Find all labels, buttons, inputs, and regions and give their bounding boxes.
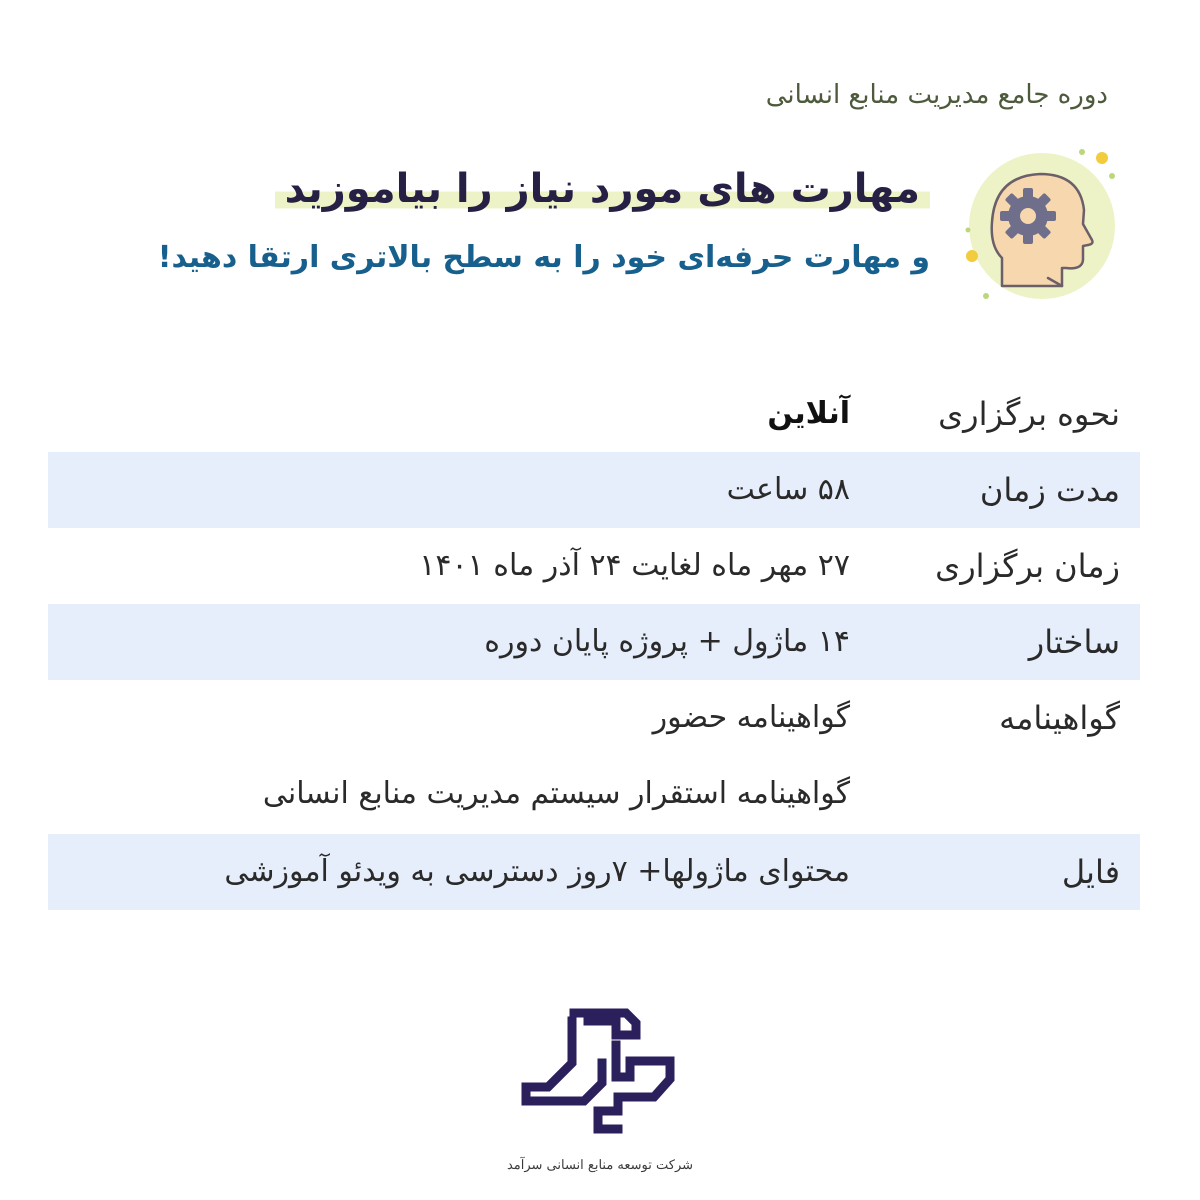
head-gear-icon: [962, 146, 1122, 306]
row-label: گواهینامه: [999, 699, 1120, 737]
table-row: [48, 680, 1140, 834]
course-info-table: [48, 376, 1140, 910]
row-value: ۲۷ مهر ماه لغایت ۲۴ آذر ماه ۱۴۰۱: [419, 548, 850, 583]
row-value: گواهینامه استقرار سیستم مدیریت منابع انسانی: [262, 776, 850, 811]
table-row: [48, 452, 1140, 528]
row-label: نحوه برگزاری: [938, 395, 1120, 433]
row-value: محتوای ماژولها+ ۷روز دسترسی به ویدئو آموزشی: [224, 854, 850, 889]
headline: مهارت های مورد نیاز را بیاموزید: [275, 166, 930, 212]
row-value: ۵۸ ساعت: [726, 472, 850, 507]
table-row: [48, 834, 1140, 910]
row-label: زمان برگزاری: [935, 547, 1120, 585]
row-values: [48, 604, 850, 680]
row-values: [48, 528, 850, 604]
row-value: گواهینامه حضور: [652, 700, 850, 735]
row-value: ۱۴ ماژول + پروژه پایان دوره: [484, 624, 850, 659]
table-row: [48, 604, 1140, 680]
row-label: مدت زمان: [979, 471, 1120, 509]
row-value: آنلاین: [767, 396, 850, 431]
row-values: [48, 376, 850, 452]
table-row: [48, 376, 1140, 452]
table-row: [48, 528, 1140, 604]
row-label: ساختار: [1028, 623, 1120, 661]
row-label: فایل: [1061, 853, 1120, 891]
subheadline: و مهارت حرفه‌ای خود را به سطح بالاتری ارتقا دهید!: [157, 240, 930, 275]
row-values: [48, 834, 850, 910]
row-values: [48, 680, 850, 832]
course-title: دوره جامع مدیریت منابع انسانی: [765, 80, 1108, 110]
company-name: شرکت توسعه منابع انسانی سرآمد: [506, 1158, 694, 1173]
row-values: [48, 452, 850, 528]
company-logo: [518, 1005, 684, 1135]
